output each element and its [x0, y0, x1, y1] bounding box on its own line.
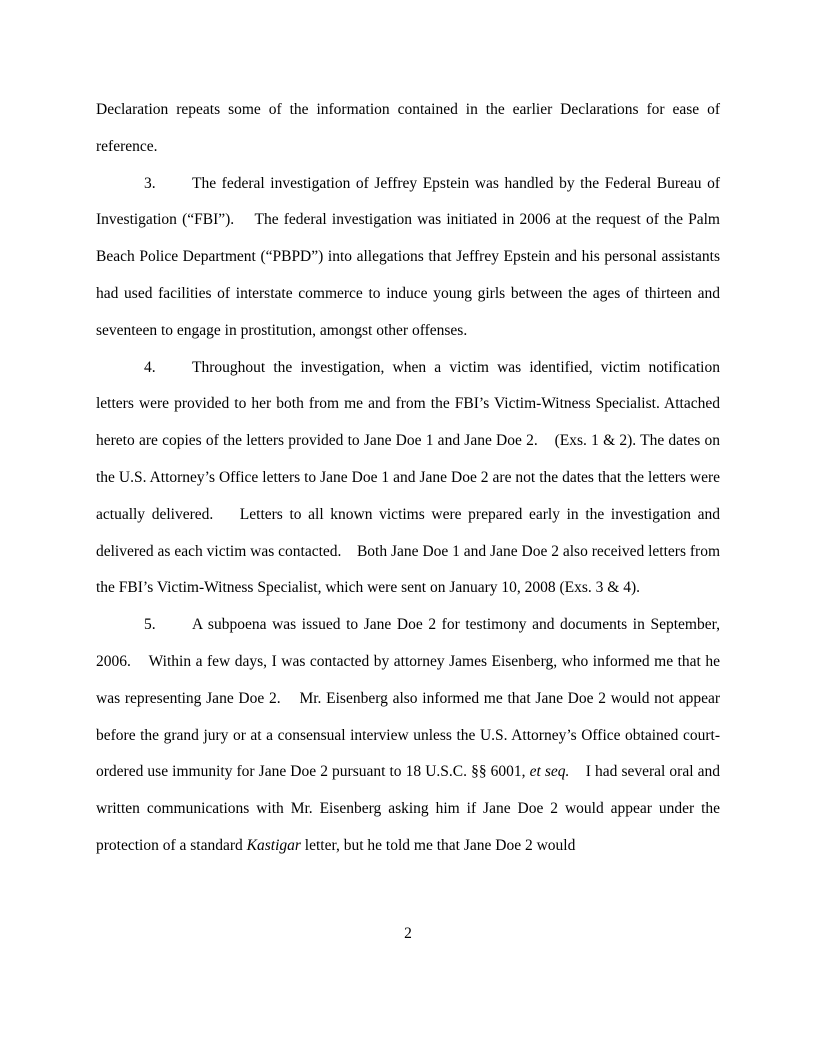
italic-case-name: Kastigar [246, 836, 301, 854]
paragraph-text: letter, but he told me that Jane Doe 2 would [300, 836, 576, 854]
document-body [96, 92, 724, 865]
italic-citation: et seq. [529, 763, 570, 781]
page-number: 2 [404, 925, 412, 942]
paragraph-number: 4. [144, 358, 156, 376]
paragraph-5 [96, 607, 724, 865]
paragraph-text: The federal investigation of Jeffrey Epstein was handled by the Federal Bureau of Investigation (“FBI”). The federal investigation was initiated in 2006 at the request of the Palm Beach Police Department (“PBPD”) into allegations that Jeffrey Epstein and his personal assistants had used facilities of interstate commerce to induce young girls between the ages of thirteen and seventeen to engage in prostitution, amongst other offenses. [96, 174, 724, 339]
paragraph-3 [96, 166, 724, 350]
paragraph-text: Declaration repeats some of the information contained in the earlier Declarations for ease of reference. [96, 101, 720, 155]
paragraph-number: 3. [144, 174, 156, 192]
paragraph-number: 5. [144, 616, 156, 634]
paragraph-4 [96, 350, 724, 608]
paragraph-text: I had several oral and written communications with Mr. Eisenberg asking him if Jane Doe 2 would appear under the protection of a standard [96, 763, 724, 854]
paragraph-continuation [96, 92, 720, 166]
paragraph-text: A subpoena was issued to Jane Doe 2 for testimony and documents in September, 2006. Within a few days, I was contacted by attorney James Eisenberg, who informed me that he was representing Jane Doe 2. Mr. Eisenberg also informed me that Jane Doe 2 would not appear before the grand jury or at a consensual interview unless the U.S. Attorney’s Office obtained court-ordered use immunity for Jane Doe 2 pursuant to 18 U.S.C. §§ 6001, [96, 616, 724, 781]
paragraph-text: Throughout the investigation, when a victim was identified, victim notification letters were provided to her both from me and from the FBI’s Victim-Witness Specialist. Attached hereto are copies of the letters provided to Jane Doe 1 and Jane Doe 2. (Exs. 1 & 2). The dates on the U.S. Attorney’s Office letters to Jane Doe 1 and Jane Doe 2 are not the dates that the letters were actually delivered. Letters to all known victims were prepared early in the investigation and delivered as each victim was contacted. Both Jane Doe 1 and Jane Doe 2 also received letters from the FBI’s Victim-Witness Specialist, which were sent on January 10, 2008 (Exs. 3 & 4). [96, 358, 724, 597]
